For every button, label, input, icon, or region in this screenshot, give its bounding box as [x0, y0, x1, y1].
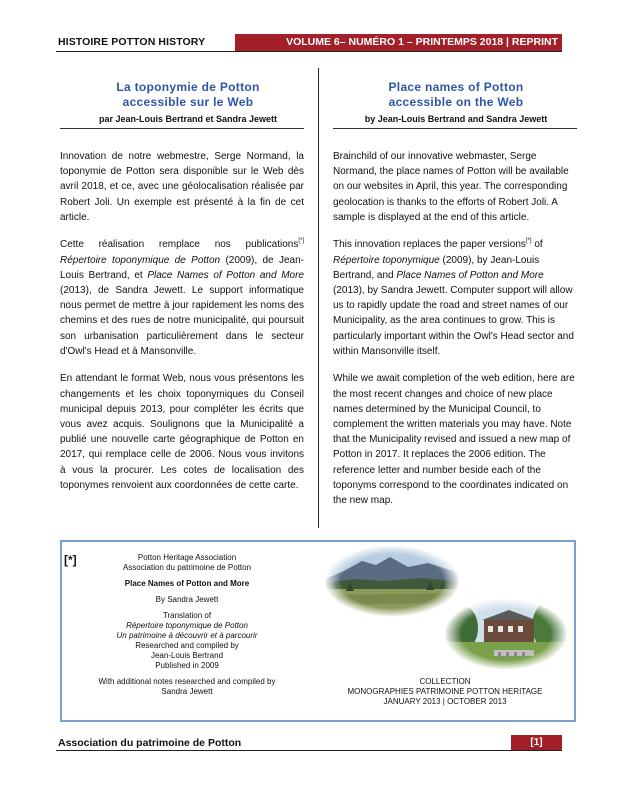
english-byline: by Jean-Louis Bertrand and Sandra Jewett [364, 114, 548, 124]
org-name-fr: Association du patrimoine de Potton [122, 563, 252, 572]
book-title: Place Names of Potton and More [124, 579, 250, 588]
book-credits [90, 553, 284, 697]
collection-series: MONOGRAPHIES PATRIMOINE POTTON HERITAGE [347, 687, 543, 696]
running-header-issue: VOLUME 6– NUMÉRO 1 – PRINTEMPS 2018 | REPRINT [235, 34, 562, 51]
footnote-marker: [*] [298, 238, 304, 245]
notes-author: Sandra Jewett [161, 687, 213, 696]
notes-label: With additional notes researched and compiled by [98, 677, 276, 686]
org-name-en: Potton Heritage Association [137, 553, 237, 562]
text-run: (2013), de Sandra Jewett. Le support informatique nous permet de mettre à jour rapidement les noms des chemins et des rues de notre municipalité, qui poursuit son urbanisation particulièrement dans le secteur d'Owl's Head et à Mansonville. [60, 285, 304, 357]
english-title-line-2: accessible on the Web [388, 95, 524, 109]
text-run: (2013), by Sandra Jewett. Computer support will allow us to rapidly update the road and street names of our Municipality, as the area continues to grow. This is particularly important within the Owl's Head sector and within Mansonville itself. [333, 285, 574, 357]
column-divider [318, 68, 319, 528]
text-run: Cette réalisation remplace nos publications [60, 239, 299, 251]
book-title-italic: Répertoire toponymique [333, 254, 440, 266]
text-run: of [531, 239, 543, 251]
french-column [60, 149, 304, 505]
english-paragraph-3: While we await completion of the web edition, here are the most recent changes and choice of new place names determined by the Municipal Council, to complement the written materials you may have. Note that the Municipality revised and issued a new map of Potton in 2017. It replaces the 2006 edition. The reference letter and number beside each of the toponyms correspond to the coordinates indicated on the new map. [333, 373, 575, 507]
footer-association-name: Association du patrimoine de Potton [58, 737, 242, 749]
book-title-italic: Place Names of Potton and More [396, 269, 544, 281]
original-subtitle: Un patrimoine à découvrir et à parcourir [116, 631, 258, 640]
text-run: (2009), by Jean-Louis Bertrand, and [333, 254, 540, 281]
french-title-line-2: accessible sur le Web [122, 95, 254, 109]
collection-credits [338, 677, 552, 707]
researcher-name: Jean-Louis Bertrand [150, 651, 224, 660]
book-title-italic: Répertoire toponymique de Potton [60, 254, 221, 266]
running-header-title: HISTOIRE POTTON HISTORY [58, 36, 206, 48]
researched-by-label: Researched and compiled by [135, 641, 239, 650]
footnote-box-marker: [*] [64, 553, 77, 567]
original-title: Répertoire toponymique de Potton [126, 621, 248, 630]
english-paragraph-1: Brainchild of our innovative webmaster, Serge Normand, the place names of Potton will be available on our websites in April, this year. The corresponding geolocation is thanks to the efforts of Robert Joli. A sample is displayed at the end of this article. [333, 151, 569, 223]
french-paragraph-3: En attendant le format Web, nous vous présentons les changements et les choix toponymiques du Conseil municipal depuis 2013, pour compléter les écrits que vous avez acquis. Soulignons que la Municipalité a publié une nouvelle carte géographique de Potton en 2017, qui remplace celle de 2006. Nous vous invitons à vous la procurer. Les cotes de localisation des toponymes renvoient aux coordonnées de cette carte. [60, 373, 304, 491]
collection-label: COLLECTION [419, 677, 471, 686]
footer-rule [56, 750, 562, 751]
mountain-landscape-photo [324, 545, 460, 617]
publication-year: Published in 2009 [155, 661, 219, 670]
english-article-heading [342, 80, 570, 125]
book-author: By Sandra Jewett [155, 595, 219, 604]
french-article-heading [74, 80, 302, 125]
french-paragraph-1: Innovation de notre webmestre, Serge Normand, la toponymie de Potton sera disponible sur le Web dès avril 2018, et ce, avec une géolocalisation réalisée par Robert Joli. Un exemple est présenté à la fin de cet article. [60, 151, 304, 223]
english-title-rule [333, 128, 577, 129]
header-rule [56, 51, 562, 52]
page-number: [1] [511, 735, 562, 750]
english-column [333, 149, 577, 521]
french-title-rule [60, 128, 304, 129]
english-title-line-1: Place names of Potton [388, 80, 524, 94]
translation-note: Translation of [162, 611, 212, 620]
english-paragraph-2 [333, 237, 577, 359]
text-run: This innovation replaces the paper versions [333, 239, 526, 251]
french-paragraph-2 [60, 237, 304, 359]
french-byline: par Jean-Louis Bertrand et Sandra Jewett [98, 114, 278, 124]
book-title-italic: Place Names of Potton and More [147, 269, 304, 281]
heritage-building-photo [444, 598, 568, 670]
footnote-marker: [*] [525, 238, 532, 245]
french-title-line-1: La toponymie de Potton [116, 80, 260, 94]
text-run: (2009), de Jean-Louis Bertrand, et [60, 254, 304, 281]
collection-dates: JANUARY 2013 | OCTOBER 2013 [383, 697, 507, 706]
